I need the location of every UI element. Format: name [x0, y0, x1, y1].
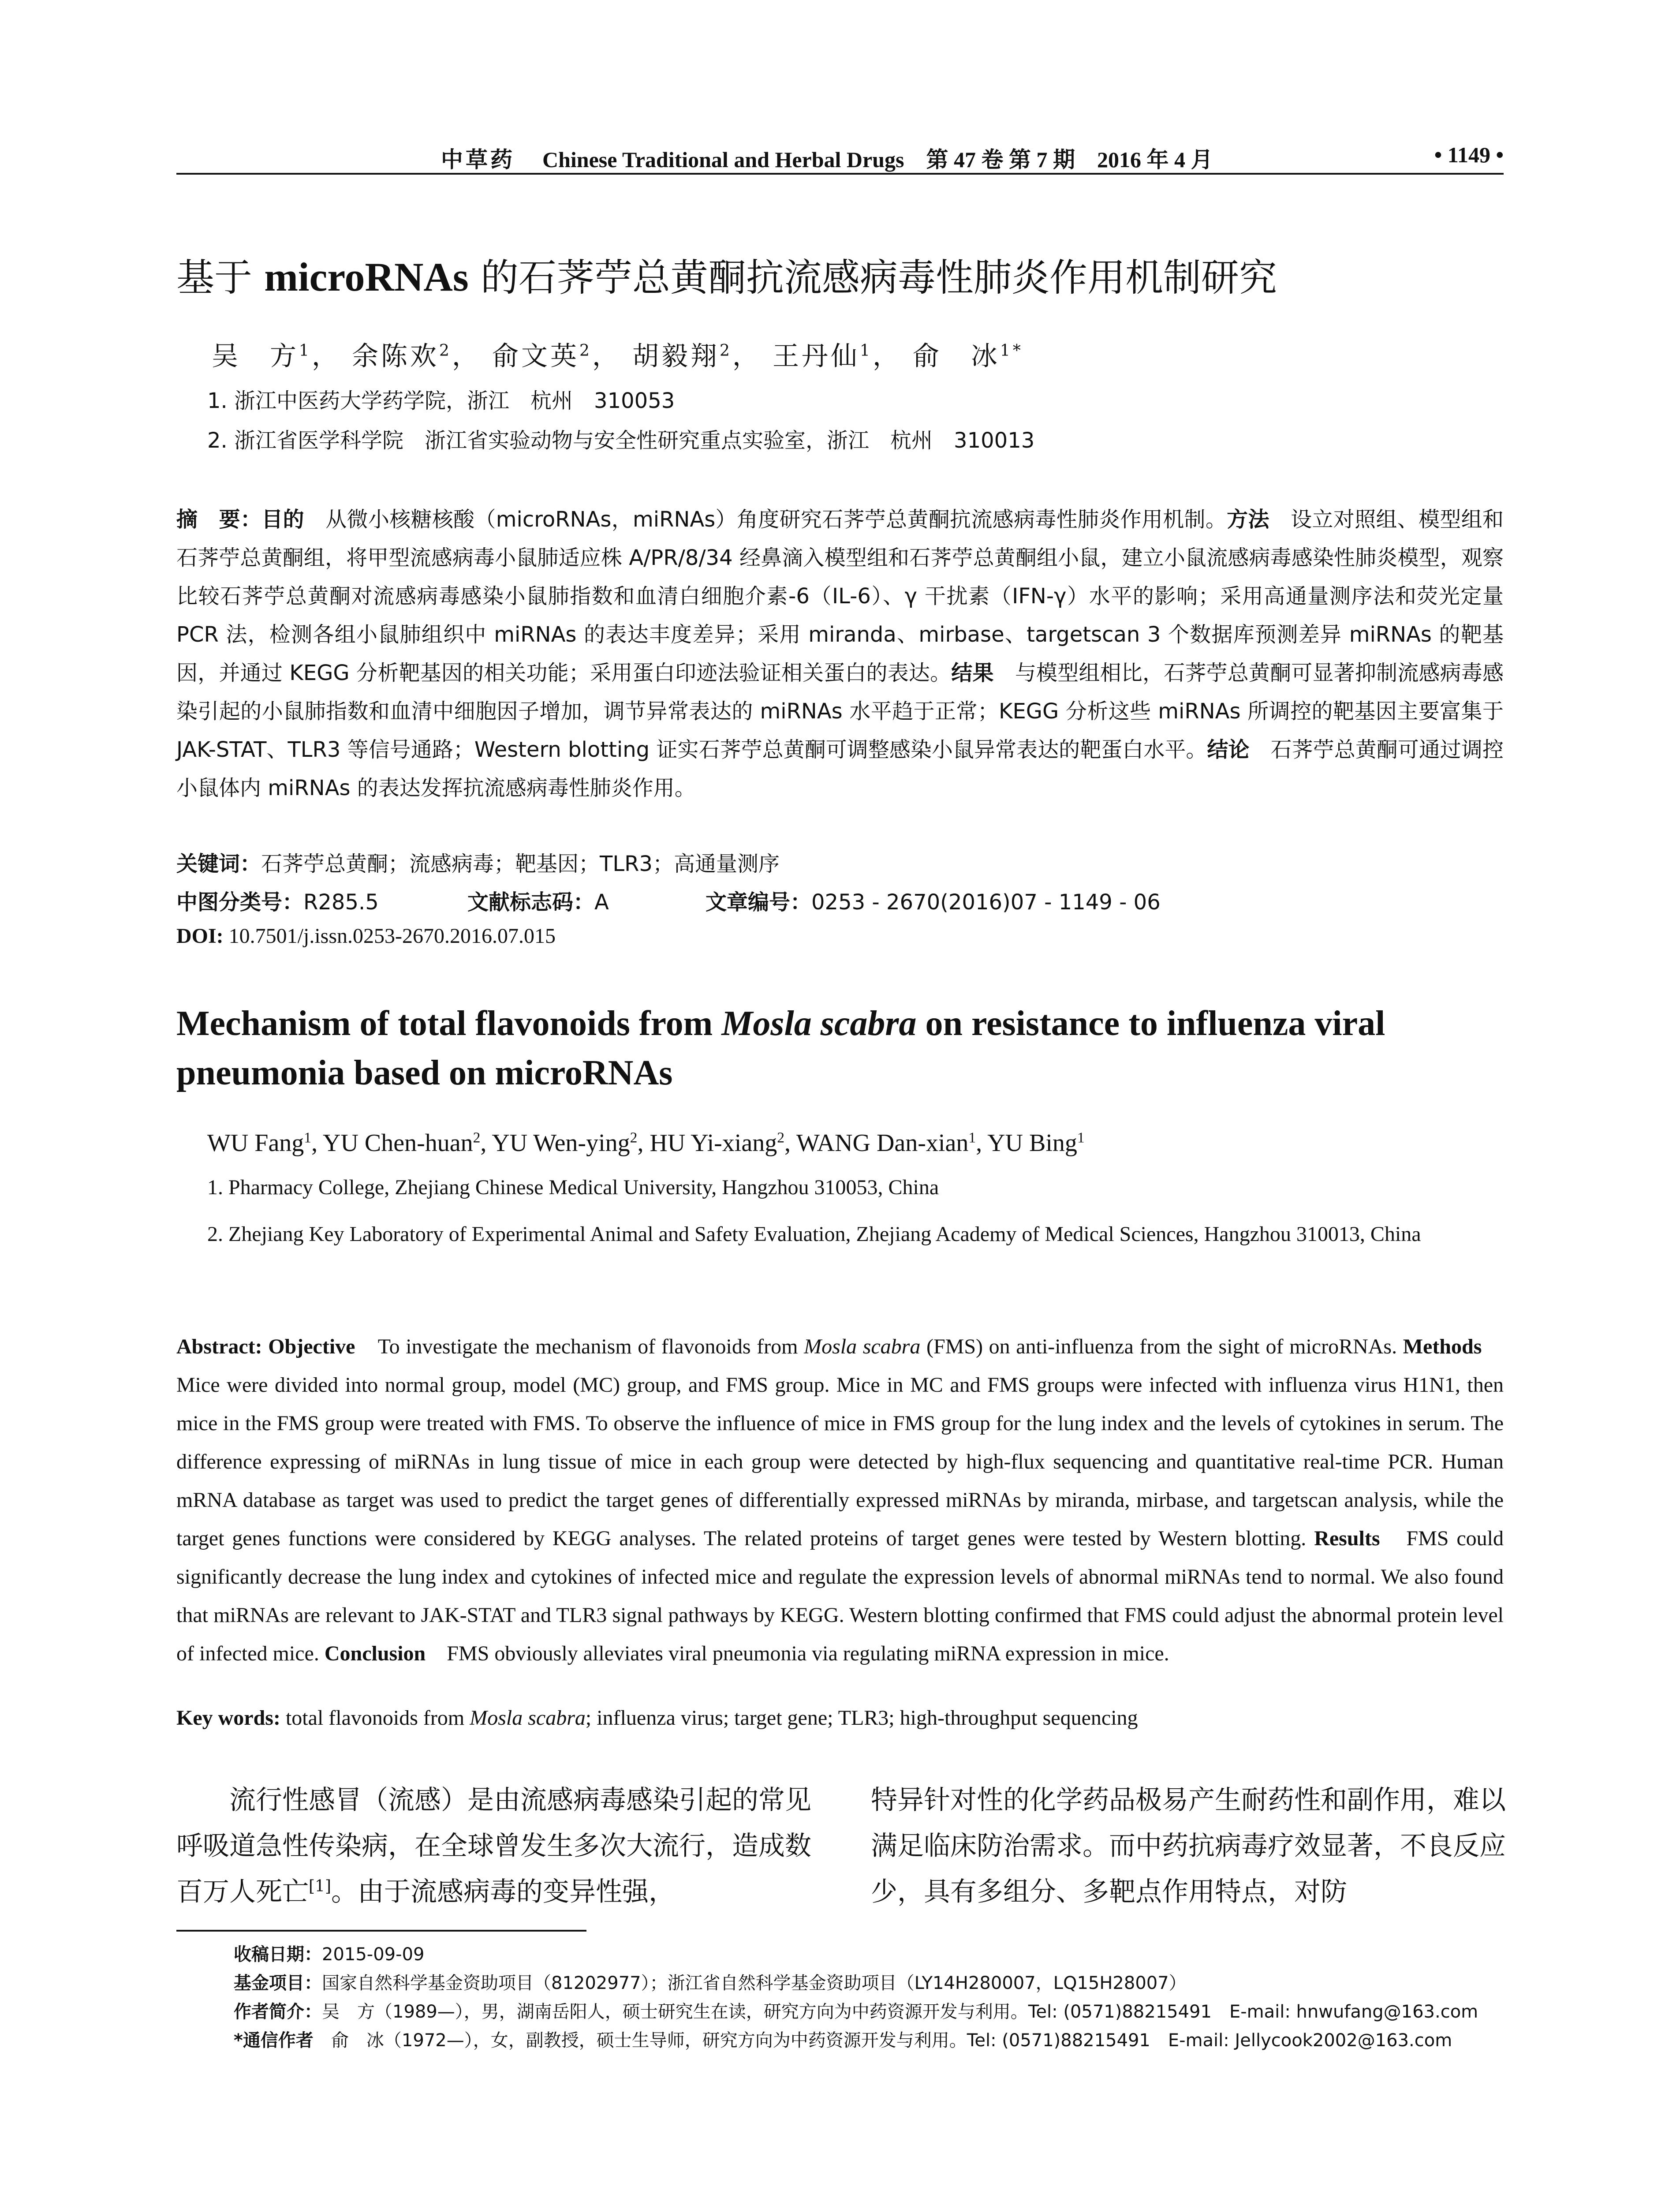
page-number: • 1149 •	[1434, 142, 1504, 167]
footnote-rule	[176, 1930, 586, 1932]
methods-label: Methods	[1403, 1335, 1482, 1358]
footnote-label: 作者简介：	[234, 2002, 322, 2022]
classification-line	[176, 885, 1504, 916]
chinese-title	[176, 247, 1277, 302]
affiliation-marker: 2	[630, 1129, 638, 1146]
english-author-list	[207, 1129, 1085, 1157]
author-separator: ，	[311, 341, 341, 372]
conclusion-text: FMS obviously alleviates viral pneumonia via regulating miRNA expression in mice.	[426, 1642, 1169, 1665]
author-name: 俞 冰	[912, 341, 1000, 372]
body-text: 流行性感冒（流感）是由流感病毒感染引起的常见呼吸道急性传染病，在全球曾发生多次大流行，造成数百万人死亡	[176, 1785, 811, 1907]
keywords-text: total flavonoids from	[280, 1706, 470, 1730]
author-name: YU Chen-huan	[323, 1129, 473, 1157]
footnote-text: 俞 冰（1972—），女，副教授，硕士生导师，研究方向为中药资源开发与利用。Tel: (0571)88215491 E-mail: Jellycook2002@163.com	[313, 2030, 1452, 2051]
document-code-label: 文献标志码：	[467, 890, 595, 915]
english-title-pre: Mechanism of total flavonoids from	[176, 1004, 722, 1043]
english-title-post: on resistance to influenza viral pneumonia based on microRNAs	[176, 1004, 1385, 1092]
article-number-label: 文章编号：	[706, 890, 812, 915]
english-affiliation-2: 2. Zhejiang Key Laboratory of Experimental Animal and Safety Evaluation, Zhejiang Academy of Medical Sciences, Hangzhou 310013, China	[207, 1222, 1421, 1246]
affiliation-marker: 2	[579, 342, 592, 360]
author-separator: ,	[480, 1129, 492, 1157]
footnote-received-date	[234, 1940, 1561, 1966]
author-name: 王丹仙	[772, 341, 860, 372]
abstract-label: Abstract:	[176, 1335, 262, 1358]
affiliation-marker: 1	[1077, 1129, 1085, 1146]
chinese-abstract	[176, 501, 1504, 807]
footnote-funding	[234, 1969, 1561, 1994]
english-abstract	[176, 1327, 1504, 1673]
document-code	[467, 885, 609, 916]
article-number-value: 0253 - 2670(2016)07 - 1149 - 06	[811, 890, 1161, 915]
citation-ref[interactable]: [1]	[309, 1877, 331, 1895]
doi-label: DOI:	[176, 924, 224, 948]
affiliation-marker: 2	[777, 1129, 785, 1146]
chinese-affiliation-2: 2. 浙江省医学科学院 浙江省实验动物与安全性研究重点实验室，浙江 杭州 310013	[207, 428, 1035, 453]
author-name: WU Fang	[207, 1129, 304, 1157]
chinese-affiliation-1: 1. 浙江中医药大学药学院，浙江 杭州 310053	[207, 389, 675, 413]
footnote-text: 国家自然科学基金资助项目（81202977）；浙江省自然科学基金资助项目（LY14H280007，LQ15H28007）	[322, 1973, 1187, 1993]
clc-value: R285.5	[303, 890, 379, 915]
footnote-label: 收稿日期：	[234, 1944, 322, 1965]
document-code-value: A	[594, 890, 609, 915]
conclusion-text: 石荠苧总黄酮可通过调控小鼠体内 miRNAs 的表达发挥抗流感病毒性肺炎作用。	[176, 737, 1504, 800]
methods-text: Mice were divided into normal group, model (MC) group, and FMS group. Mice in MC and FMS groups were infected with influenza virus H1N1, then mice in the FMS group were treated with FMS. To observe the influence of mice in FMS group for the lung index and the levels of cytokines in serum. The difference expressing of miRNAs in lung tissue of mice in each group were detected by high-flux sequencing and quantitative real-time PCR. Human mRNA database as target was used to predict the target genes of differentially expressed miRNAs by miranda, mirbase, and targetscan analysis, while the target genes functions were considered by KEGG analyses. The related proteins of target genes were tested by Western blotting.	[176, 1335, 1504, 1550]
footnote-author-bio	[234, 1998, 1561, 2023]
footnote-text: 吴 方（1989—），男，湖南岳阳人，硕士研究生在读，研究方向为中药资源开发与利用。Tel: (0571)88215491 E-mail: hnwufang@163.com	[322, 2002, 1478, 2022]
author-name: WANG Dan-xian	[796, 1129, 969, 1157]
keywords-label: Key words:	[176, 1706, 280, 1730]
article-number	[706, 885, 1161, 916]
doi-value[interactable]: 10.7501/j.issn.0253-2670.2016.07.015	[223, 924, 556, 948]
author-separator: ，	[732, 341, 762, 372]
chinese-keywords	[176, 847, 780, 877]
keywords-label: 关键词：	[176, 852, 261, 876]
author-separator: ，	[592, 341, 621, 372]
affiliation-marker: 2	[439, 342, 452, 360]
author-name: YU Bing	[987, 1129, 1077, 1157]
english-keywords	[176, 1706, 1138, 1730]
body-text-end: 。由于流感病毒的变异性强，	[331, 1876, 675, 1907]
methods-text: 设立对照组、模型组和石荠苧总黄酮组，将甲型流感病毒小鼠肺适应株 A/PR/8/34 经鼻滴入模型组和石荠苧总黄酮组小鼠，建立小鼠流感病毒感染性肺炎模型，观察比较石荠苧总黄酮对流感病毒感染小鼠肺指数和血清白细胞介素-6（IL-6）、γ 干扰素（IFN-γ）水平的影响；采用高通量测序法和荧光定量 PCR 法，检测各组小鼠肺组织中 miRNAs 的表达丰度差异；采用 miranda、mirbase、targetscan 3 个数据库预测差异 miRNAs 的靶基因，并通过 KEGG 分析靶基因的相关功能；采用蛋白印迹法验证相关蛋白的表达。	[176, 507, 1504, 685]
objective-text: To investigate the mechanism of flavonoids from	[355, 1335, 804, 1358]
journal-logo: 中草药	[441, 146, 515, 172]
footnote-text: 2015-09-09	[322, 1944, 425, 1965]
results-text: 与模型组相比，石荠苧总黄酮可显著抑制流感病毒感染引起的小鼠肺指数和血清中细胞因子增加，调节异常表达的 miRNAs 水平趋于正常；KEGG 分析这些 miRNAs 所调控的靶基因主要富集于 JAK-STAT、TLR3 等信号通路；Western blotting 证实石荠苧总黄酮可调整感染小鼠异常表达的靶蛋白水平。	[176, 661, 1504, 762]
chinese-author	[913, 341, 1023, 372]
chinese-author-list	[212, 335, 1023, 373]
author-separator: ,	[784, 1129, 797, 1157]
objective-label: 目的	[261, 507, 304, 532]
keywords-species: Mosla scabra	[470, 1706, 586, 1730]
affiliation-marker: 1	[304, 1129, 312, 1146]
chinese-author	[492, 341, 621, 372]
results-label: 结果	[951, 661, 994, 685]
conclusion-label: Conclusion	[324, 1642, 426, 1665]
running-header	[176, 141, 1504, 172]
abstract-label: 摘 要：	[176, 507, 262, 532]
footnote-label: *通信作者	[234, 2030, 314, 2051]
affiliation-marker: 1*	[1000, 342, 1023, 360]
keywords-text-end: ; influenza virus; target gene; TLR3; high-throughput sequencing	[585, 1706, 1138, 1730]
objective-text-end: (FMS) on anti-influenza from the sight of microRNAs.	[920, 1335, 1403, 1358]
clc-number	[176, 885, 379, 916]
affiliation-marker: 1	[299, 342, 312, 360]
header-rule	[176, 173, 1504, 175]
journal-issue-info: Chinese Traditional and Herbal Drugs 第 47 卷 第 7 期 2016 年 4 月	[542, 147, 1213, 172]
affiliation-marker: 2	[719, 342, 732, 360]
footnote-label: 基金项目：	[234, 1973, 322, 1993]
chinese-author	[773, 341, 902, 372]
chinese-title-post: 的石荠苧总黄酮抗流感病毒性肺炎作用机制研究	[468, 256, 1277, 300]
author-name: 俞文英	[492, 341, 579, 372]
author-separator: ,	[311, 1129, 323, 1157]
objective-species: Mosla scabra	[804, 1335, 921, 1358]
objective-text: 从微小核糖核酸（microRNAs，miRNAs）角度研究石荠苧总黄酮抗流感病毒性肺炎作用机制。	[304, 507, 1227, 532]
author-separator: ,	[976, 1129, 988, 1157]
affiliation-marker: 2	[473, 1129, 481, 1146]
author-separator: ，	[872, 341, 902, 372]
affiliation-marker: 1	[968, 1129, 976, 1146]
keywords-text: 石荠苧总黄酮；流感病毒；靶基因；TLR3；高通量测序	[261, 852, 780, 876]
chinese-author	[632, 341, 762, 372]
author-separator: ，	[452, 341, 481, 372]
body-column-right: 特异针对性的化学药品极易产生耐药性和副作用，难以满足临床防治需求。而中药抗病毒疗效显著，不良反应少，具有多组分、多靶点作用特点，对防	[871, 1785, 1506, 1907]
footnote-corresponding-author	[234, 2026, 1561, 2052]
doi-line	[176, 924, 556, 948]
chinese-author	[352, 341, 481, 372]
author-name: YU Wen-ying	[492, 1129, 630, 1157]
author-name: 吴 方	[212, 341, 299, 372]
clc-label: 中图分类号：	[176, 890, 304, 915]
body-column-left	[176, 1777, 811, 1915]
chinese-title-pre: 基于	[176, 256, 265, 300]
english-title	[176, 999, 1508, 1098]
author-name: HU Yi-xiang	[650, 1129, 777, 1157]
english-affiliation-1: 1. Pharmacy College, Zhejiang Chinese Medical University, Hangzhou 310053, China	[207, 1176, 939, 1199]
english-title-species: Mosla scabra	[721, 1004, 917, 1043]
results-label: Results	[1314, 1527, 1380, 1550]
methods-label: 方法	[1227, 507, 1269, 532]
author-name: 胡毅翔	[632, 341, 720, 372]
objective-label: Objective	[262, 1335, 355, 1358]
conclusion-label: 结论	[1207, 737, 1250, 762]
author-name: 余陈欢	[351, 341, 439, 372]
chinese-title-latin: microRNAs	[264, 254, 469, 299]
chinese-author	[212, 341, 341, 372]
results-text: FMS could significantly decrease the lung index and cytokines of infected mice and regulate the expression levels of abnormal miRNAs tend to normal. We also found that miRNAs are relevant to JAK-STAT and TLR3 signal pathways by KEGG. Western blotting confirmed that FMS could adjust the abnormal protein level of infected mice.	[176, 1527, 1504, 1665]
author-separator: ,	[637, 1129, 650, 1157]
affiliation-marker: 1	[859, 342, 873, 360]
